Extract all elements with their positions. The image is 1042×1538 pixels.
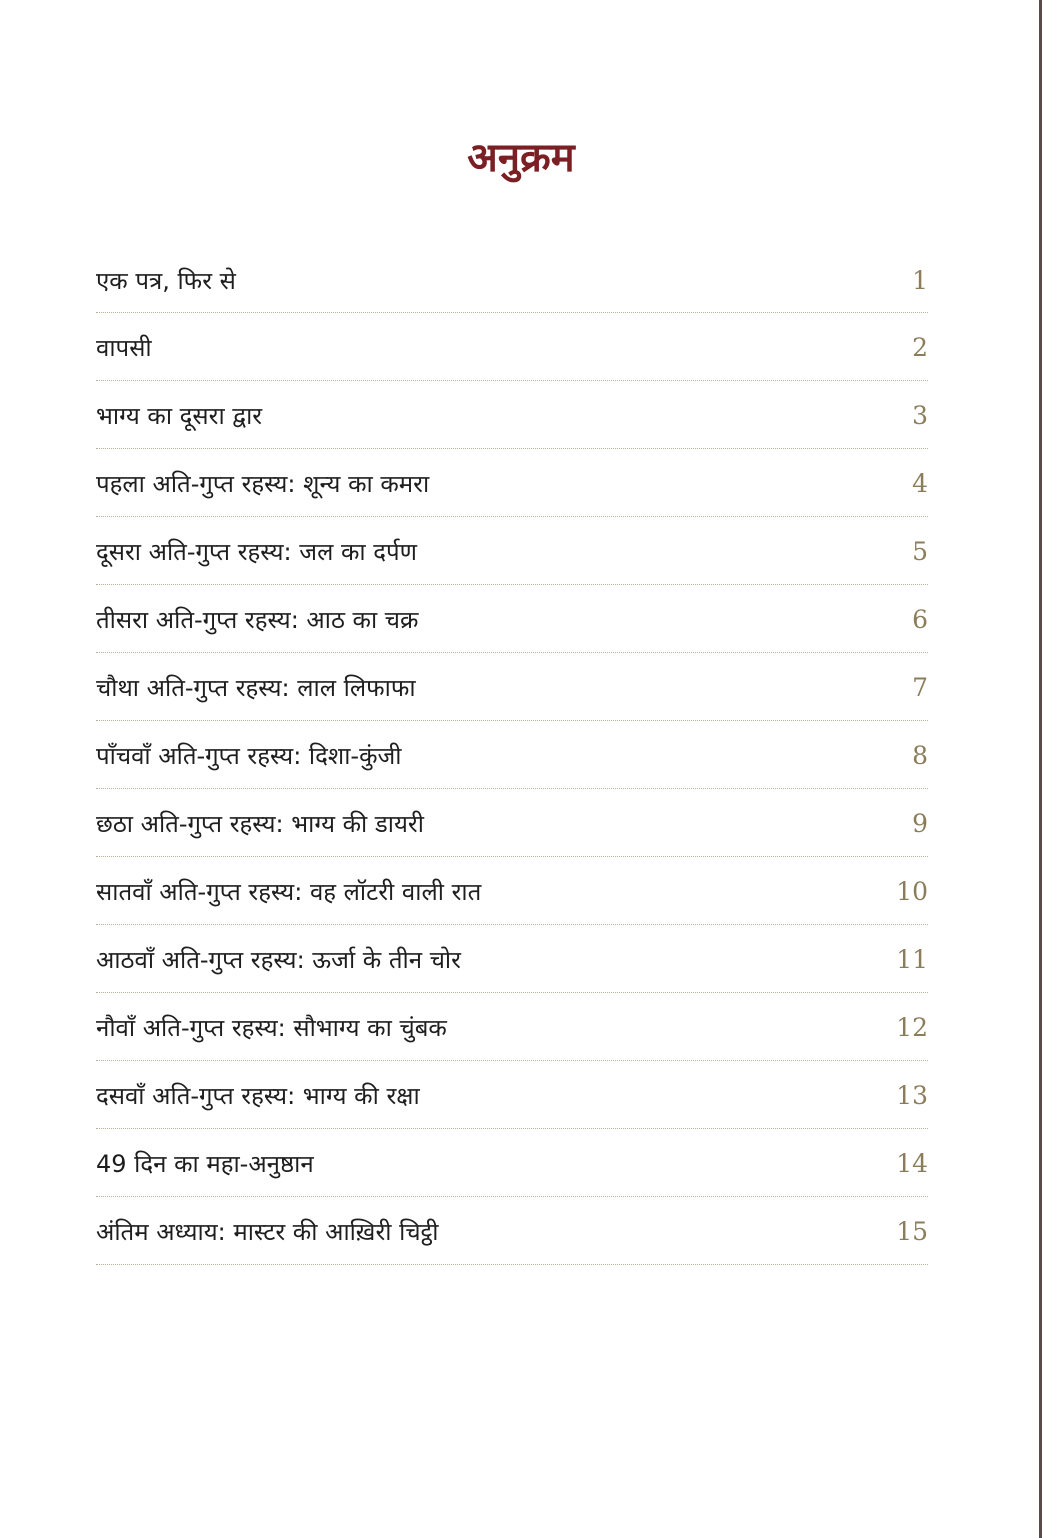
toc-entry[interactable] [96, 585, 928, 653]
toc-entry[interactable] [96, 1197, 928, 1265]
toc-entry[interactable] [96, 381, 928, 449]
toc-entry-title: सातवाँ अति-गुप्त रहस्य: वह लॉटरी वाली रात [96, 878, 482, 906]
toc-entry-title: तीसरा अति-गुप्त रहस्य: आठ का चक्र [96, 606, 419, 634]
toc-entry[interactable] [96, 721, 928, 789]
toc-entry-page-number: 14 [896, 1149, 928, 1178]
toc-entry-page-number: 10 [896, 877, 928, 906]
toc-entry-title: नौवाँ अति-गुप्त रहस्य: सौभाग्य का चुंबक [96, 1014, 447, 1042]
toc-entry[interactable] [96, 313, 928, 381]
toc-entry-page-number: 15 [896, 1217, 928, 1246]
toc-entry[interactable] [96, 857, 928, 925]
toc-entry-title: दसवाँ अति-गुप्त रहस्य: भाग्य की रक्षा [96, 1082, 420, 1110]
toc-entry-page-number: 6 [912, 605, 928, 634]
toc-entry-page-number: 7 [912, 673, 928, 702]
toc-entry[interactable] [96, 925, 928, 993]
toc-entry-title: पाँचवाँ अति-गुप्त रहस्य: दिशा-कुंजी [96, 742, 402, 770]
toc-entry-title: पहला अति-गुप्त रहस्य: शून्य का कमरा [96, 470, 430, 498]
toc-entry-title: वापसी [96, 334, 152, 362]
toc-entry[interactable] [96, 1061, 928, 1129]
toc-entry-title: चौथा अति-गुप्त रहस्य: लाल लिफाफा [96, 674, 416, 702]
toc-entry[interactable] [96, 517, 928, 585]
page-title: अनुक्रम [467, 134, 575, 181]
toc-entry-page-number: 9 [912, 809, 928, 838]
toc-entry-page-number: 4 [912, 469, 928, 498]
toc-entry[interactable] [96, 789, 928, 857]
toc-entry-page-number: 5 [912, 537, 928, 566]
toc-entry-page-number: 11 [896, 945, 928, 974]
toc-entry-page-number: 2 [912, 333, 928, 362]
toc-entry[interactable] [96, 1129, 928, 1197]
toc-entry-page-number: 3 [912, 401, 928, 430]
toc-entry[interactable] [96, 449, 928, 517]
toc-entry-title: आठवाँ अति-गुप्त रहस्य: ऊर्जा के तीन चोर [96, 946, 461, 974]
toc-entry[interactable] [96, 653, 928, 721]
toc-entry-title: भाग्य का दूसरा द्वार [96, 402, 263, 430]
toc-entry-page-number: 13 [896, 1081, 928, 1110]
toc-entry-page-number: 1 [912, 265, 928, 295]
toc-entry-title: दूसरा अति-गुप्त रहस्य: जल का दर्पण [96, 538, 417, 566]
toc-entry-page-number: 12 [896, 1013, 928, 1042]
toc-entry-title: 49 दिन का महा-अनुष्ठान [96, 1150, 314, 1178]
toc-entry-title: अंतिम अध्याय: मास्टर की आख़िरी चिट्ठी [96, 1218, 439, 1246]
toc-entry-page-number: 8 [912, 741, 928, 770]
table-of-contents [96, 246, 928, 1265]
toc-entry[interactable] [96, 246, 928, 313]
toc-entry-title: एक पत्र, फिर से [96, 266, 236, 295]
toc-entry-title: छठा अति-गुप्त रहस्य: भाग्य की डायरी [96, 810, 424, 838]
toc-entry[interactable] [96, 993, 928, 1061]
